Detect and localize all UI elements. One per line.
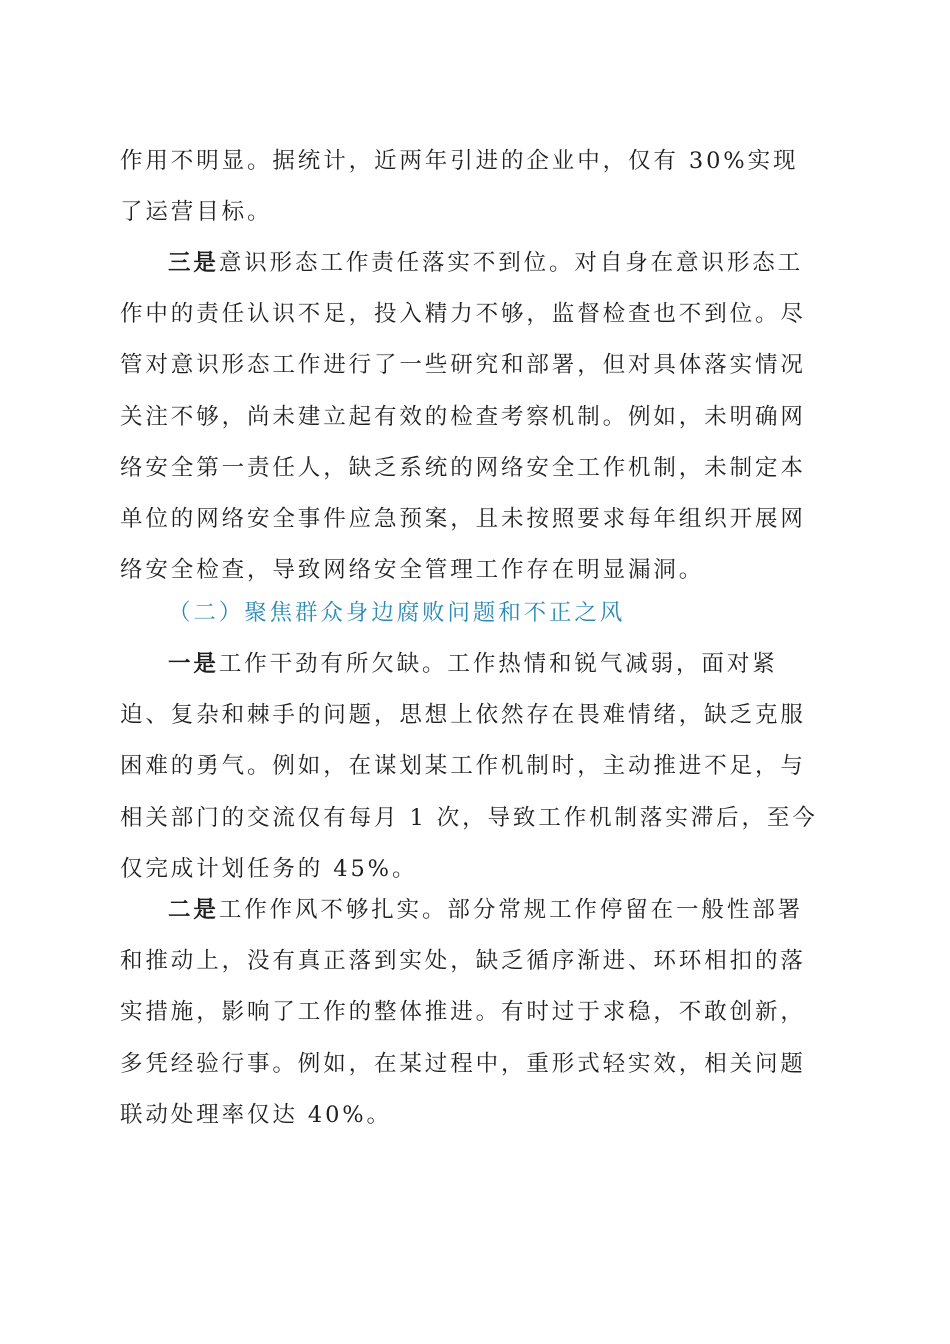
paragraph-text: 作用不明显。据统计，近两年引进的企业中，仅有 30%实现了运营目标。 (120, 148, 799, 226)
paragraph-lead: 二是 (168, 897, 219, 923)
paragraph-lead: 三是 (168, 250, 219, 276)
paragraph-point-one (120, 639, 820, 895)
paragraph-point-two (120, 885, 820, 1141)
paragraph-point-three (120, 238, 820, 596)
section-heading: （二）聚焦群众身边腐败问题和不正之风 (168, 600, 626, 626)
paragraph-text: 工作干劲有所欠缺。工作热情和锐气减弱，面对紧迫、复杂和棘手的问题，思想上依然存在畏难情绪，缺乏克服困难的勇气。例如，在谋划某工作机制时，主动推进不足，与相关部门的交流仅有每月 1 次，导致工作机制落实滞后，至今仅完成计划任务的 45%。 (120, 651, 818, 882)
paragraph-continuation (120, 136, 820, 238)
paragraph-lead: 一是 (168, 651, 219, 677)
paragraph-text: 意识形态工作责任落实不到位。对自身在意识形态工作中的责任认识不足，投入精力不够，监督检查也不到位。尽管对意识形态工作进行了一些研究和部署，但对具体落实情况关注不够，尚未建立起有效的检查考察机制。例如，未明确网络安全第一责任人，缺乏系统的网络安全工作机制，未制定本单位的网络安全事件应急预案，且未按照要求每年组织开展网络安全检查，导致网络安全管理工作存在明显漏洞。 (120, 250, 806, 584)
paragraph-text: 工作作风不够扎实。部分常规工作停留在一般性部署和推动上，没有真正落到实处，缺乏循序渐进、环环相扣的落实措施，影响了工作的整体推进。有时过于求稳，不敢创新，多凭经验行事。例如，在某过程中，重形式轻实效，相关问题联动处理率仅达 40%。 (120, 897, 806, 1128)
